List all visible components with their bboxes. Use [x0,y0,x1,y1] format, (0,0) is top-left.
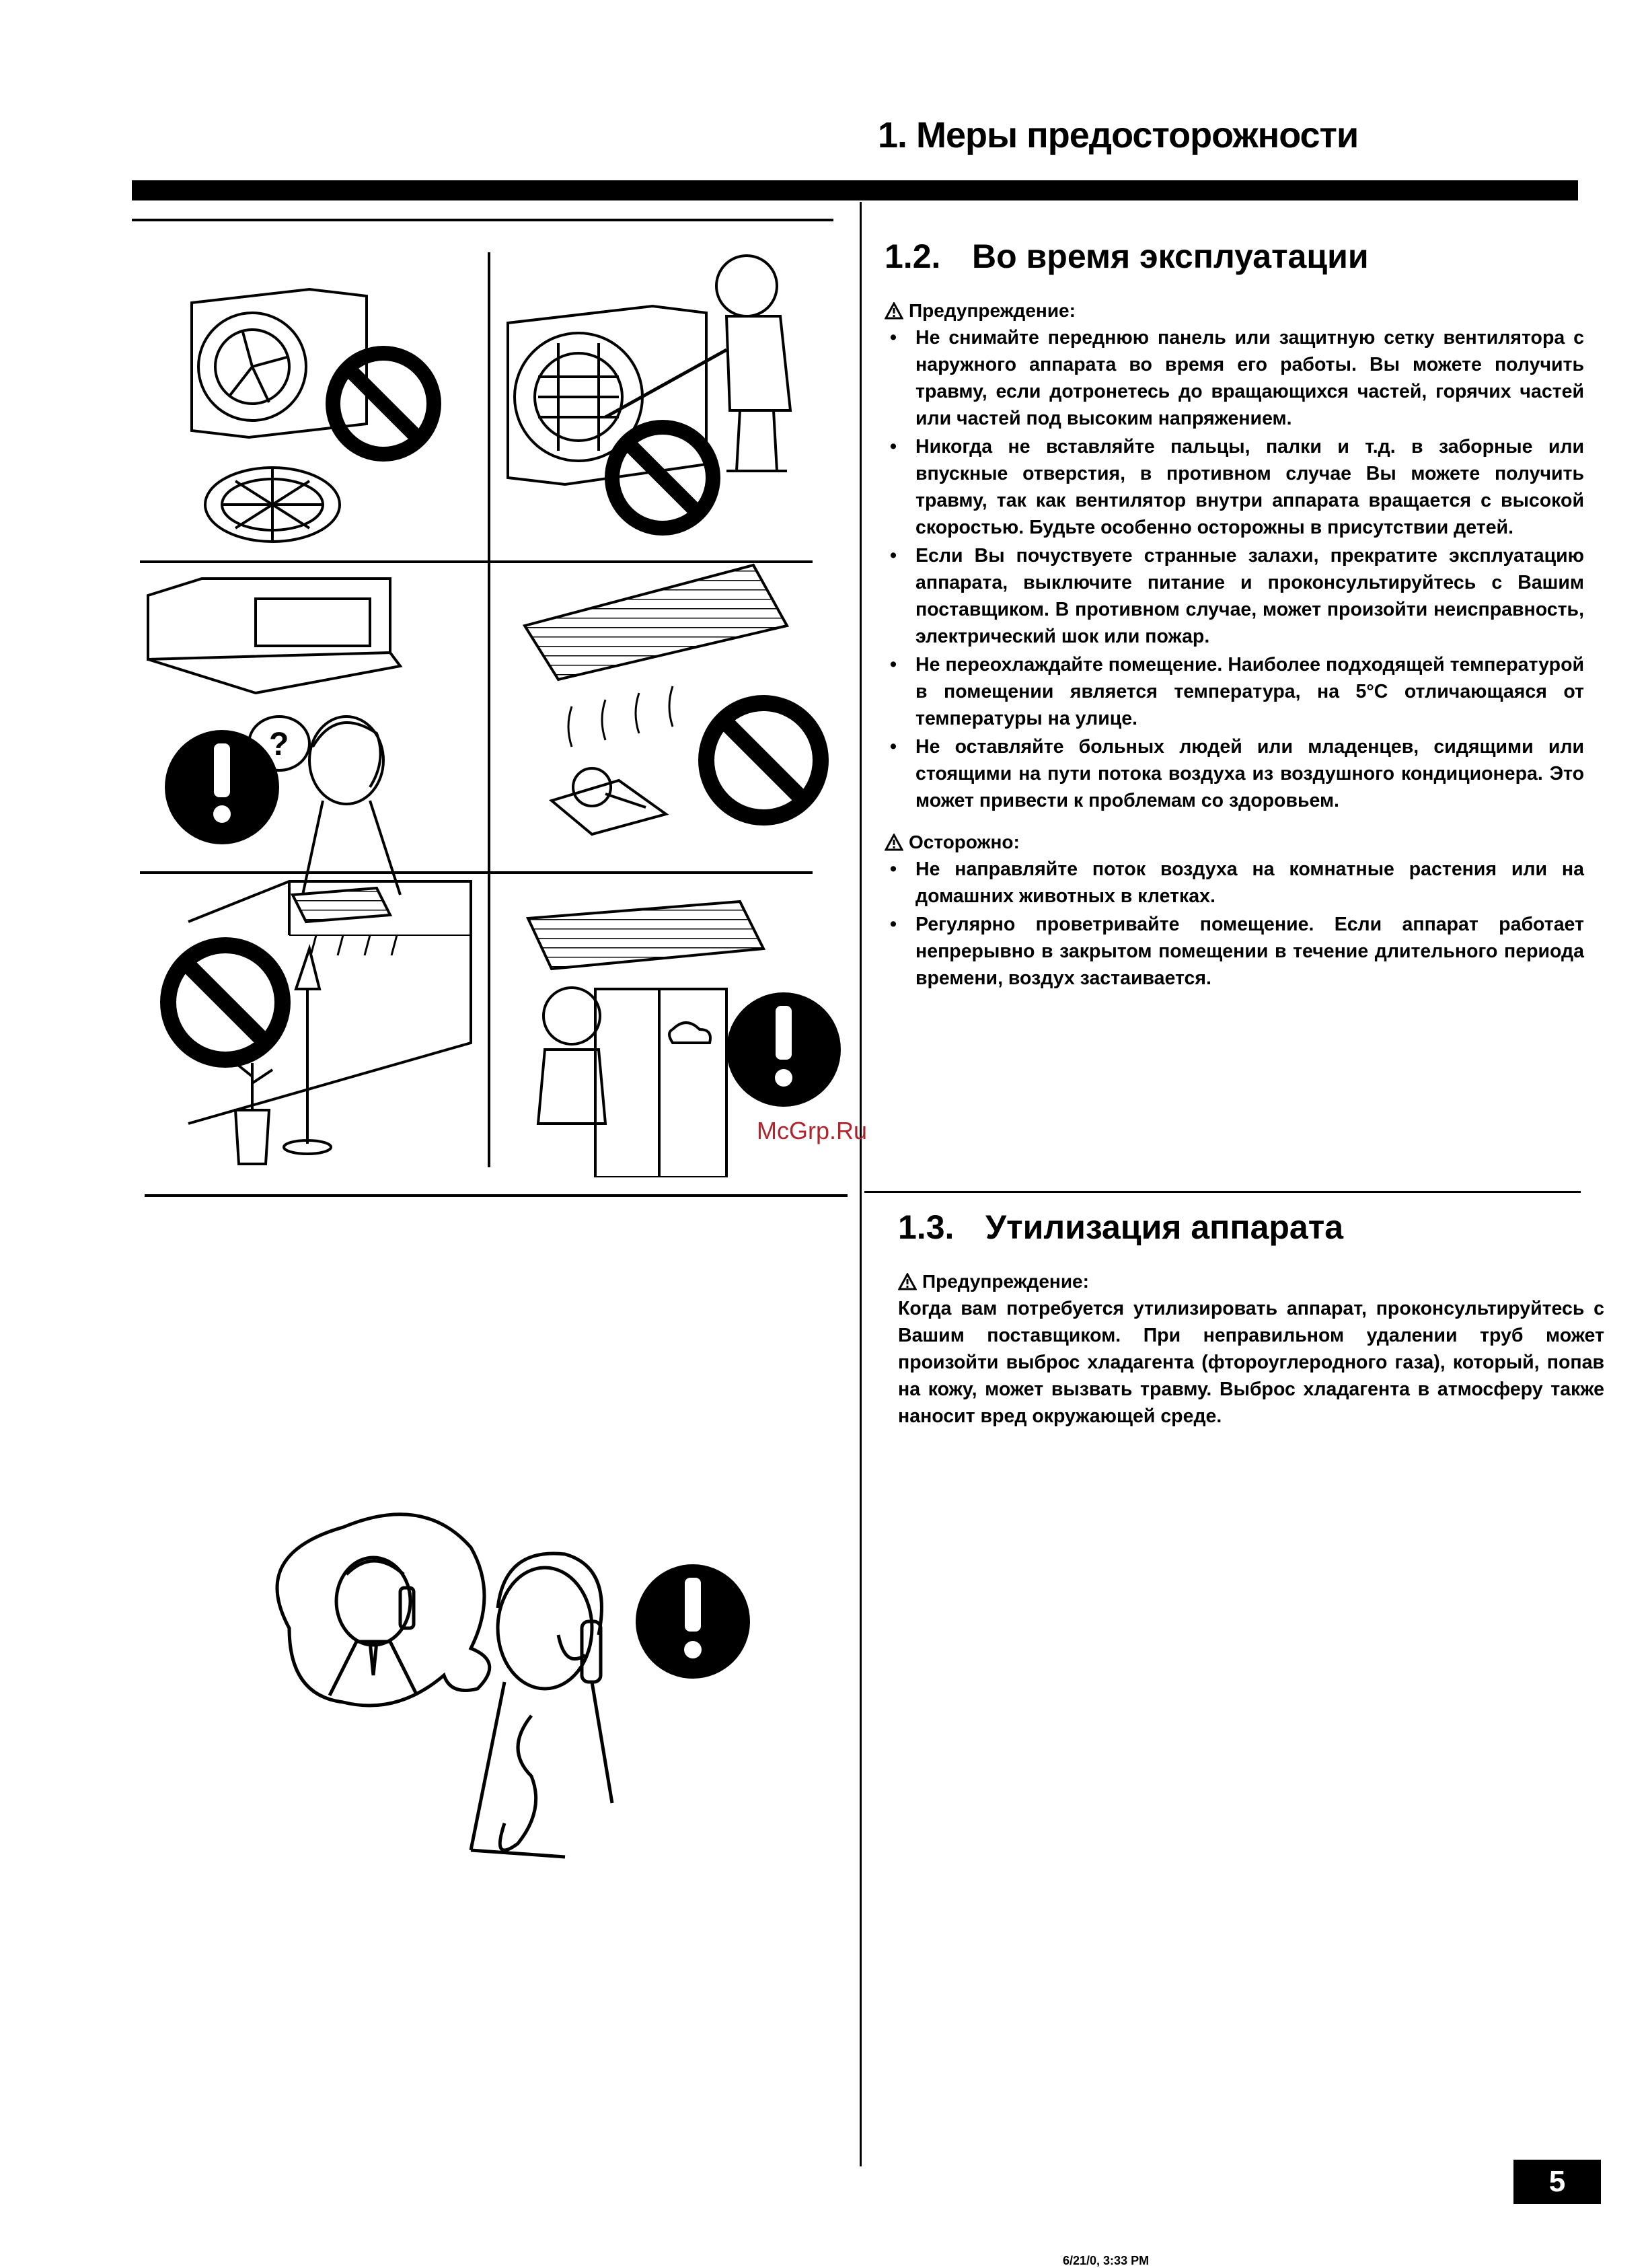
list-item: • Не переохлаждайте помещение. Наиболее подходящей температурой в помещении является температура, на 5°С отличающаяся от температуры на улице. [885,651,1584,732]
exclamation-icon [636,1564,750,1679]
exclamation-icon [165,730,279,844]
exclamation-icon [726,992,841,1107]
section-number: 1.2. [885,237,941,275]
section-title: Утилизация аппарата [985,1208,1344,1246]
warning-list [885,324,1584,814]
room-with-plant-cage-illustration [188,881,471,1164]
warning-label-text: Предупреждение: [922,1271,1089,1292]
watermark: McGrp.Ru [757,1117,868,1144]
air-outlet-illustration [525,565,787,747]
section-1-3-heading [898,1208,1604,1247]
caution-triangle-icon [885,834,903,851]
question-mark: ? [269,727,289,762]
illustration-grid [135,222,848,1177]
phone-call-illustration [249,1494,767,1870]
section-1-3 [898,1208,1604,1430]
section-1-2 [885,237,1584,993]
list-item: • Если Вы почуствуете странные залахи, прекратите эксплуатацию аппарата, выключите питание и проконсультируйтесь с Вашим поставщиком. В противном случае, может произойти неисправность, электрический шок или пожар. [885,542,1584,650]
column-divider [860,202,862,2166]
title-rule [132,180,1578,200]
section-title: Во время эксплуатации [972,237,1369,275]
footer-stamp: 6/21/0, 3:33 PM [1063,2254,1150,2267]
ceiling-unit-illustration [148,579,400,693]
warning-label-text: Предупреждение: [909,300,1076,321]
list-item: • Регулярно проветривайте помещение. Если аппарат работает непрерывно в закрытом помещении в течение длительного периода времени, воздух застаивается. [885,911,1584,992]
caution-label [885,832,1584,853]
section-1-2-heading [885,237,1584,276]
prohibited-icon [706,703,821,817]
child-with-stick-illustration [508,256,790,484]
prohibited-icon [612,427,713,528]
list-item: • Не направляйте поток воздуха на комнатные растения или на домашних животных в клетках. [885,856,1584,910]
page-title: 1. Меры предосторожности [878,115,1359,155]
page-number: 5 [1513,2160,1601,2204]
warning-triangle-icon [885,302,903,320]
list-item: • Не оставляйте больных людей или младенцев, сидящими или стоящими на пути потока воздуха из воздушного кондиционера. Это может привести к проблемам со здоровьем. [885,733,1584,814]
warning-label [898,1271,1604,1292]
warning-triangle-icon [898,1273,917,1290]
list-item: • Никогда не вставляйте пальцы, палки и т.д. в заборные или впускные отверстия, в противном случае Вы можете получить травму, так как вентилятор внутри аппарата вращается с высокой скоростью. Будьте особенно осторожны в присутствии детей. [885,433,1584,541]
prohibited-icon [168,945,283,1060]
list-item: • Не снимайте переднюю панель или защитную сетку вентилятора с наружного аппарата во время его работы. Вы можете получить травму, если дотронетесь до вращающихся частей, горячих частей или частей под высоким напряжением. [885,324,1584,432]
left-bottom-rule [145,1194,848,1197]
disposal-text: Когда вам потребуется утилизировать аппарат, проконсультируйтесь с Вашим поставщиком. При неправильном удалении труб может произойти выброс хладагента (фтороуглеродного газа), который, попав на кожу, может вызвать травму. Выброс хладагента в атмосферу также наносит вред окружающей среде. [898,1298,1604,1427]
section-number: 1.3. [898,1208,954,1246]
left-top-rule [132,219,833,221]
warning-label [885,300,1584,322]
caution-label-text: Осторожно: [909,832,1020,852]
caution-list [885,856,1584,992]
baby-illustration [552,768,666,834]
prohibited-icon [333,353,434,454]
right-mid-rule [864,1191,1581,1193]
